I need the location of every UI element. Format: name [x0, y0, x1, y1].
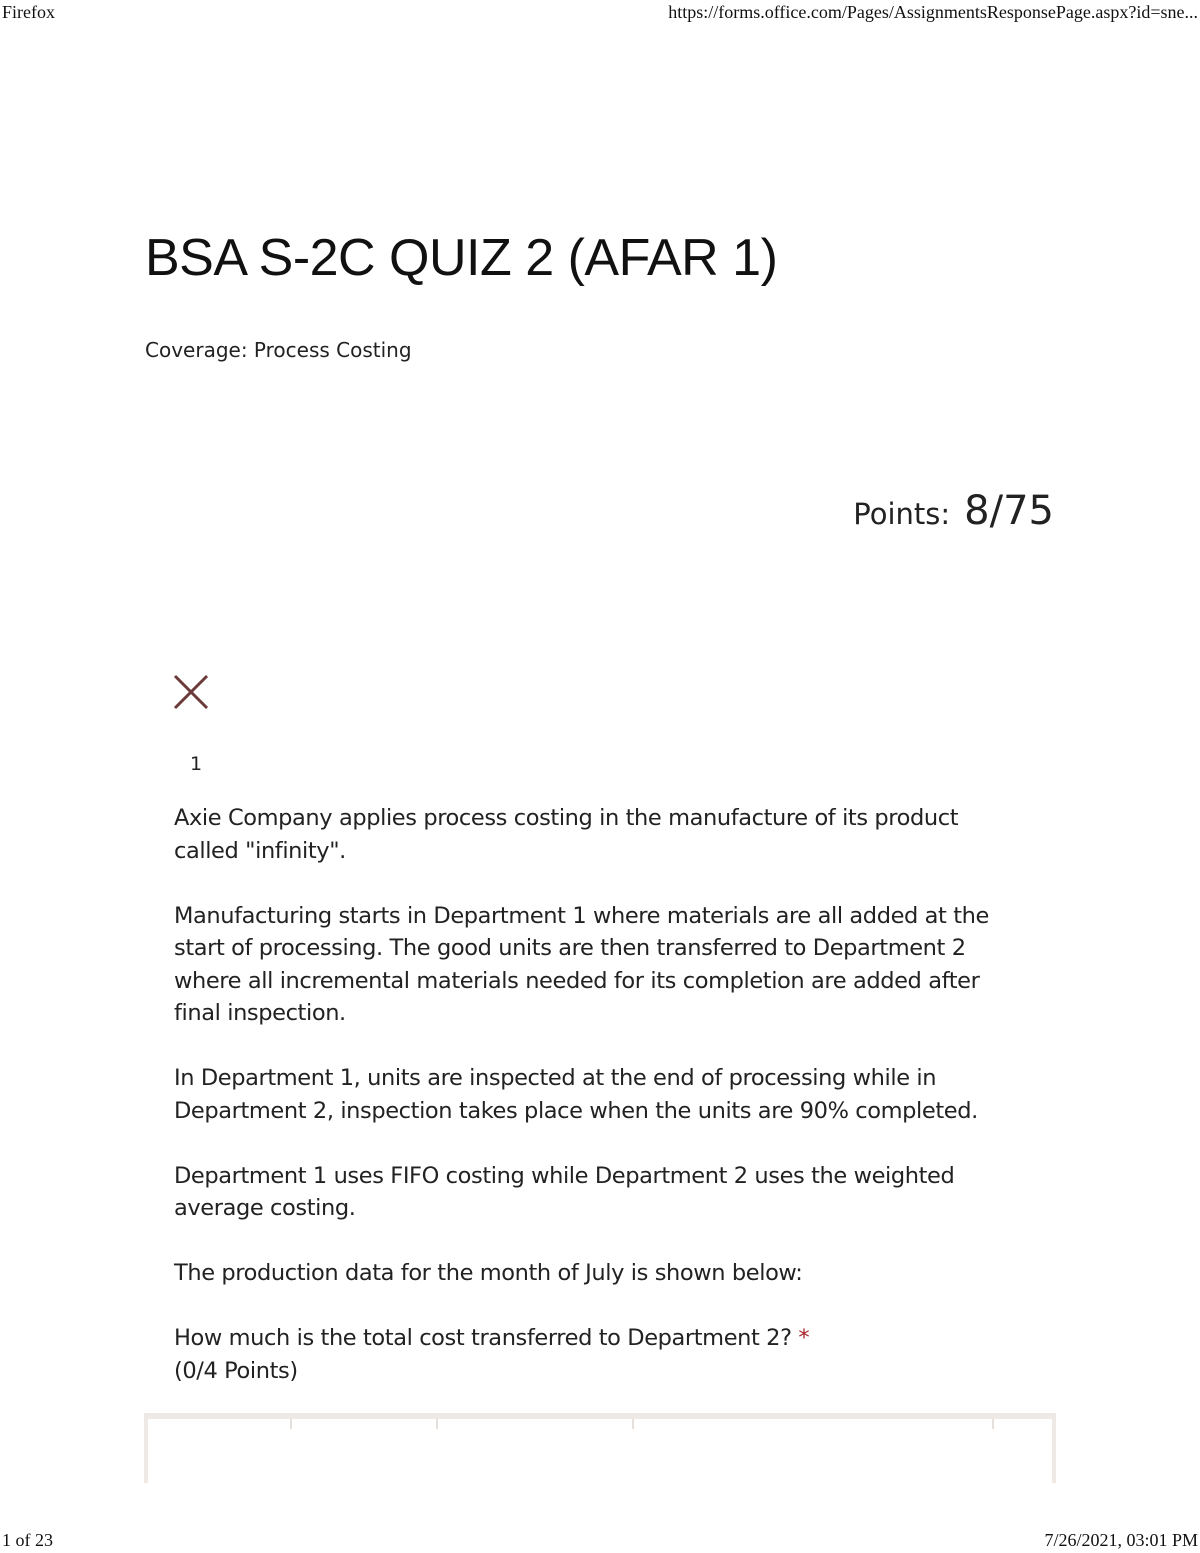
score-summary — [853, 488, 1054, 534]
points-value: 8/75 — [964, 488, 1054, 534]
print-header-url: https://forms.office.com/Pages/AssignmentsResponsePage.aspx?id=sne... — [668, 2, 1198, 22]
points-label: Points: — [853, 497, 951, 531]
print-footer-page: 1 of 23 — [2, 1530, 53, 1550]
form-subtitle: Coverage: Process Costing — [145, 338, 412, 362]
question-number: 1 — [190, 753, 203, 775]
table-column-divider — [436, 1419, 438, 1429]
question-prompt-text: How much is the total cost transferred to Department 2? — [174, 1325, 792, 1351]
print-header-app-name: Firefox — [2, 2, 55, 22]
table-column-divider — [992, 1419, 994, 1429]
question-body — [174, 802, 1014, 1387]
question-paragraph: Manufacturing starts in Department 1 where materials are all added at the start of processing. The good units are then transferred to Department 2 where all incremental materials needed for its completion are added after final inspection. — [174, 902, 989, 1026]
question-paragraph: Department 1 uses FIFO costing while Department 2 uses the weighted average costing. — [174, 1162, 955, 1221]
question-paragraph: In Department 1, units are inspected at the end of processing while in Department 2, inspection takes place when the units are 90% completed. — [174, 1065, 978, 1124]
required-mark: * — [798, 1325, 810, 1351]
question-paragraph: The production data for the month of July is shown below: — [174, 1260, 803, 1286]
form-title: BSA S-2C QUIZ 2 (AFAR 1) — [145, 229, 778, 287]
close-icon — [172, 673, 210, 711]
table-column-divider — [290, 1419, 292, 1429]
production-data-table — [144, 1413, 1056, 1483]
print-footer-timestamp: 7/26/2021, 03:01 PM — [1044, 1530, 1198, 1550]
table-column-divider — [632, 1419, 634, 1429]
question-points: (0/4 Points) — [174, 1357, 298, 1384]
question-paragraph: Axie Company applies process costing in the manufacture of its product called "infinity". — [174, 805, 959, 864]
question-prompt — [174, 1322, 1014, 1387]
